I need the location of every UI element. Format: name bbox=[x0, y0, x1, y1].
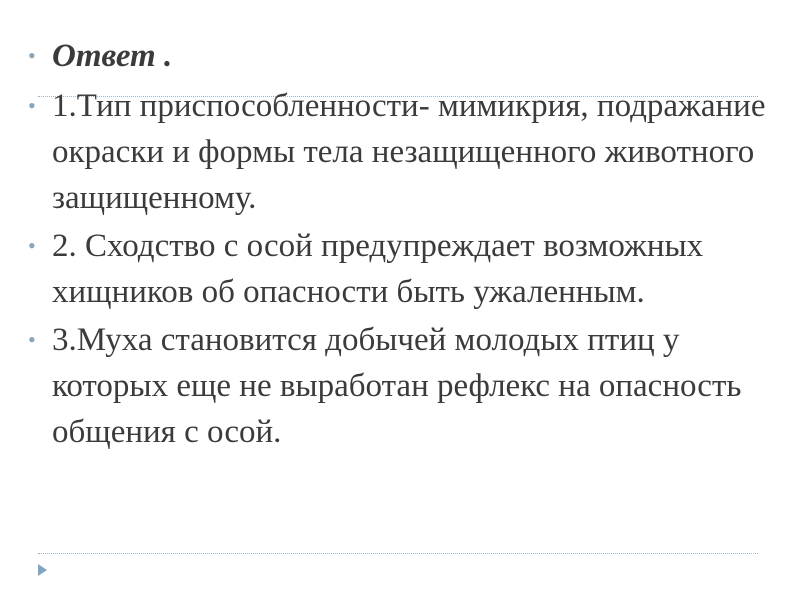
answer-heading: Ответ . bbox=[52, 38, 173, 74]
bottom-divider bbox=[38, 553, 758, 554]
bullet-icon: • bbox=[28, 233, 36, 258]
answer-list bbox=[28, 33, 788, 457]
answer-item-text: 2. Сходство с осой предупреждает возможных хищников об опасности быть ужаленным. bbox=[52, 228, 704, 310]
answer-item-2 bbox=[28, 223, 788, 315]
bullet-icon: • bbox=[28, 43, 36, 68]
answer-item-text: 1.Тип приспособленности- мимикрия, подражание окраски и формы тела незащищенного животного защищенному. bbox=[52, 88, 766, 216]
bullet-icon: • bbox=[28, 93, 36, 118]
answer-item-3 bbox=[28, 317, 788, 455]
answer-heading-item bbox=[28, 33, 788, 79]
bullet-icon: • bbox=[28, 327, 36, 352]
slide-arrow-icon bbox=[38, 564, 47, 576]
answer-item-text: 3.Муха становится добычей молодых птиц у которых еще не выработан рефлекс на опасность общения с осой. bbox=[52, 322, 742, 450]
answer-item-1 bbox=[28, 83, 788, 221]
